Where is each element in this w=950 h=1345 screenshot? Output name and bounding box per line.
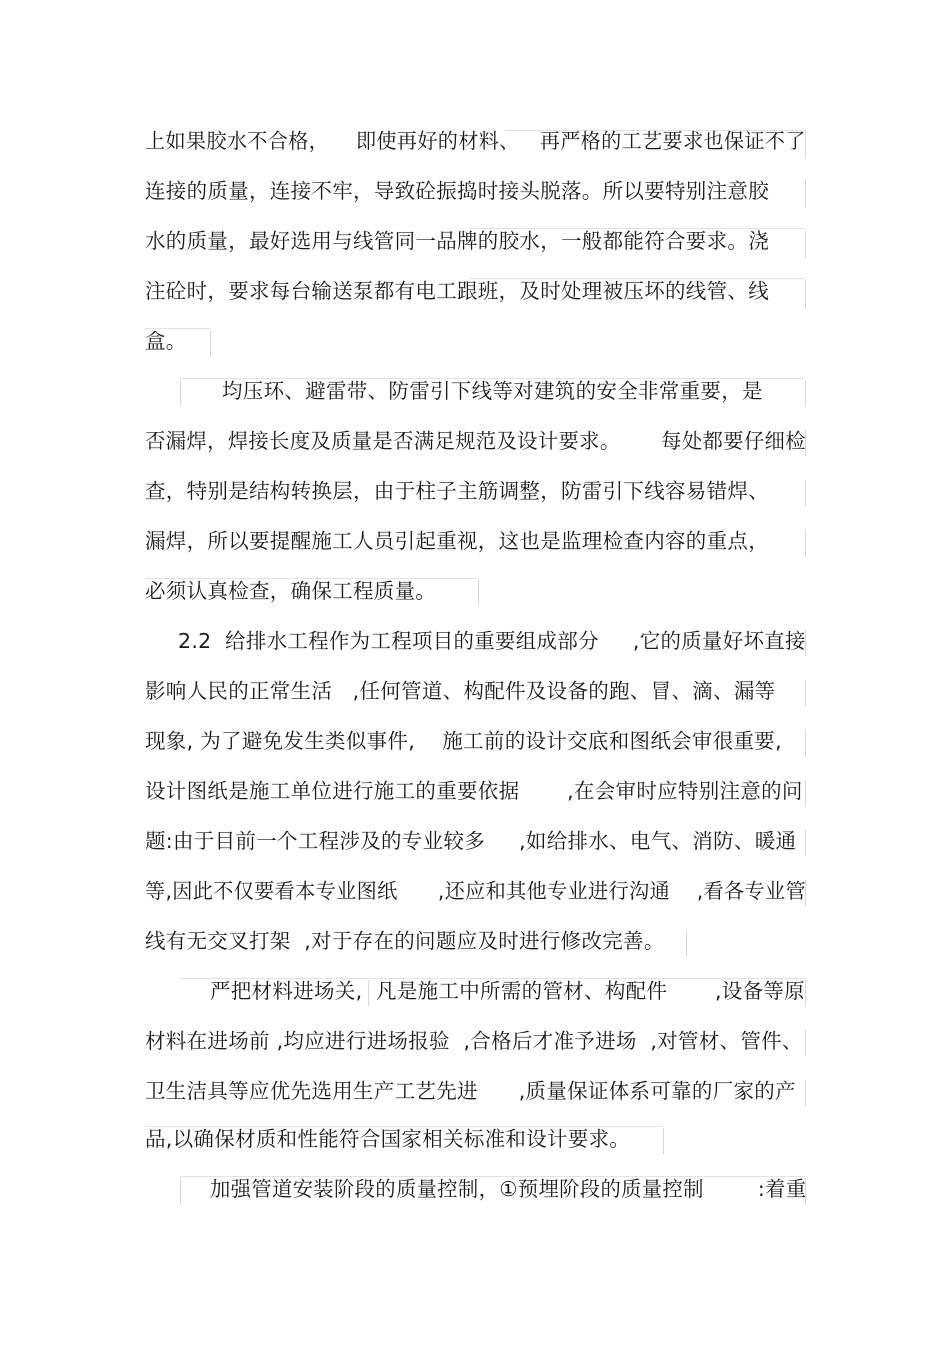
text-line: 否漏焊，焊接长度及质量是否满足规范及设计要求。 每处都要仔细检: [145, 429, 806, 453]
text-line: 现象, 为了避免发生类似事件, 施工前的设计交底和图纸会审很重要,: [145, 729, 782, 753]
scan-rule: [805, 180, 806, 208]
scan-rule: [805, 230, 806, 258]
scan-rule: [805, 380, 806, 406]
scan-rule: [805, 530, 806, 556]
text-line: 等,因此不仅要看本专业图纸 ,还应和其他专业进行沟通 ,看各专业管: [145, 879, 807, 903]
text-line: 必须认真检查，确保工程质量。: [145, 579, 437, 603]
text-line: 上如果胶水不合格， 即使再好的材料、 再严格的工艺要求也保证不了: [145, 129, 806, 153]
scan-rule: [180, 1178, 181, 1204]
text-line: 设计图纸是施工单位进行施工的重要依据 ,在会审时应特别注意的问: [145, 779, 803, 803]
text-line: 盒。: [145, 329, 187, 353]
text-line: 水的质量，最好选用与线管同一品牌的胶水，一般都能符合要求。浇: [145, 229, 769, 253]
scan-rule: [805, 1030, 806, 1056]
scan-rule: [805, 280, 806, 308]
scan-rule: [805, 1080, 806, 1106]
scan-rule: [686, 930, 687, 956]
text-line: 2.2 给排水工程作为工程项目的重要组成部分 ,它的质量好坏直接: [178, 629, 806, 653]
scan-rule: [210, 330, 211, 356]
text-line: 加强管道安装阶段的质量控制，①预埋阶段的质量控制 :着重: [210, 1177, 807, 1201]
scan-rule: [805, 830, 806, 856]
scan-rule: [805, 680, 806, 706]
scan-rule: [805, 980, 806, 1006]
scan-rule: [805, 780, 806, 806]
text-line: 线有无交叉打架 ,对于存在的问题应及时进行修改完善。: [145, 929, 665, 953]
scan-rule: [805, 480, 806, 506]
text-line: 漏焊，所以要提醒施工人员引起重视，这也是监理检查内容的重点，: [145, 529, 769, 553]
text-line: 严把材料进场关, 凡是施工中所需的管材、构配件 ,设备等原: [210, 979, 805, 1003]
text-line: 卫生洁具等应优先选用生产工艺先进 ,质量保证体系可靠的厂家的产: [145, 1079, 796, 1103]
text-line: 影响人民的正常生活 ,任何管道、构配件及设备的跑、冒、滴、漏等: [145, 679, 776, 703]
text-line: 材料在进场前 ,均应进行进场报验 ,合格后才准予进场 ,对管材、管件、: [145, 1029, 803, 1053]
text-line: 品,以确保材质和性能符合国家相关标准和设计要求。: [145, 1127, 631, 1151]
scan-rule: [180, 380, 181, 406]
scan-rule: [663, 1128, 664, 1154]
text-line: 查，特别是结构转换层，由于柱子主筋调整，防雷引下线容易错焊、: [145, 479, 769, 503]
scan-rule: [805, 730, 806, 756]
scan-rule: [478, 580, 479, 606]
text-line: 注砼时，要求每台输送泵都有电工跟班，及时处理被压坏的线管、线: [145, 279, 769, 303]
text-line: 连接的质量，连接不牢，导致砼振捣时接头脱落。所以要特别注意胶: [145, 179, 769, 203]
text-line: 题:由于目前一个工程涉及的专业较多 ,如给排水、电气、消防、暖通: [145, 829, 797, 853]
text-line: 均压环、避雷带、防雷引下线等对建筑的安全非常重要，是: [222, 379, 763, 403]
